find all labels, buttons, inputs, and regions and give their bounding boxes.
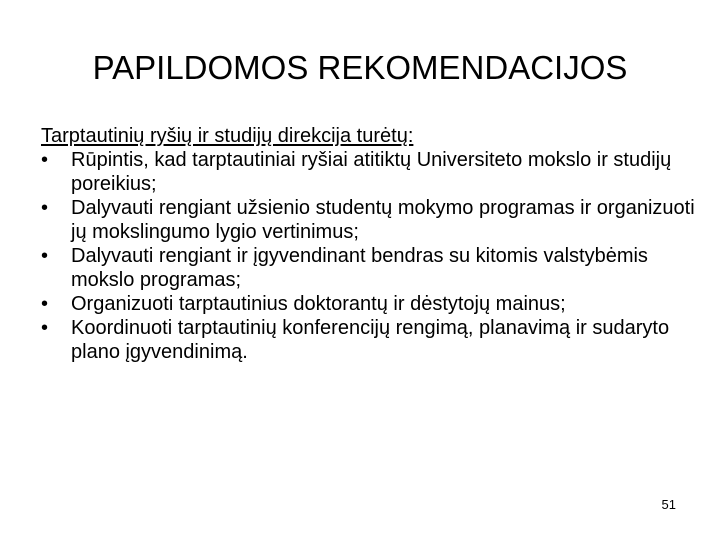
list-item-text: Koordinuoti tarptautinių konferencijų rengimą, planavimą ir sudaryto plano įgyvendinimą. [71,317,670,363]
list-item-text: Dalyvauti rengiant ir įgyvendinant bendras su kitomis valstybėmis mokslo programas; [71,245,648,291]
bullet-icon: • [41,197,49,219]
list-item [41,244,701,292]
list-item-text: Organizuoti tarptautinius doktorantų ir dėstytojų mainus; [71,293,566,315]
bullet-icon: • [41,245,49,267]
list-item [41,148,701,196]
page-number: 51 [661,497,676,512]
bullet-icon: • [41,149,49,171]
list-item [41,316,701,364]
bullet-list [41,148,701,364]
bullet-icon: • [41,293,49,315]
list-item [41,196,701,244]
list-item-text: Dalyvauti rengiant užsienio studentų mokymo programas ir organizuoti jų mokslingumo lygio vertinimus; [71,197,695,243]
list-item [41,292,701,316]
slide-title: PAPILDOMOS REKOMENDACIJOS [92,49,628,86]
slide-body [41,124,701,364]
bullet-icon: • [41,317,49,339]
intro-text: Tarptautinių ryšių ir studijų direkcija turėtų: [41,125,414,147]
list-item-text: Rūpintis, kad tarptautiniai ryšiai atitiktų Universiteto mokslo ir studijų poreikius; [71,149,672,195]
